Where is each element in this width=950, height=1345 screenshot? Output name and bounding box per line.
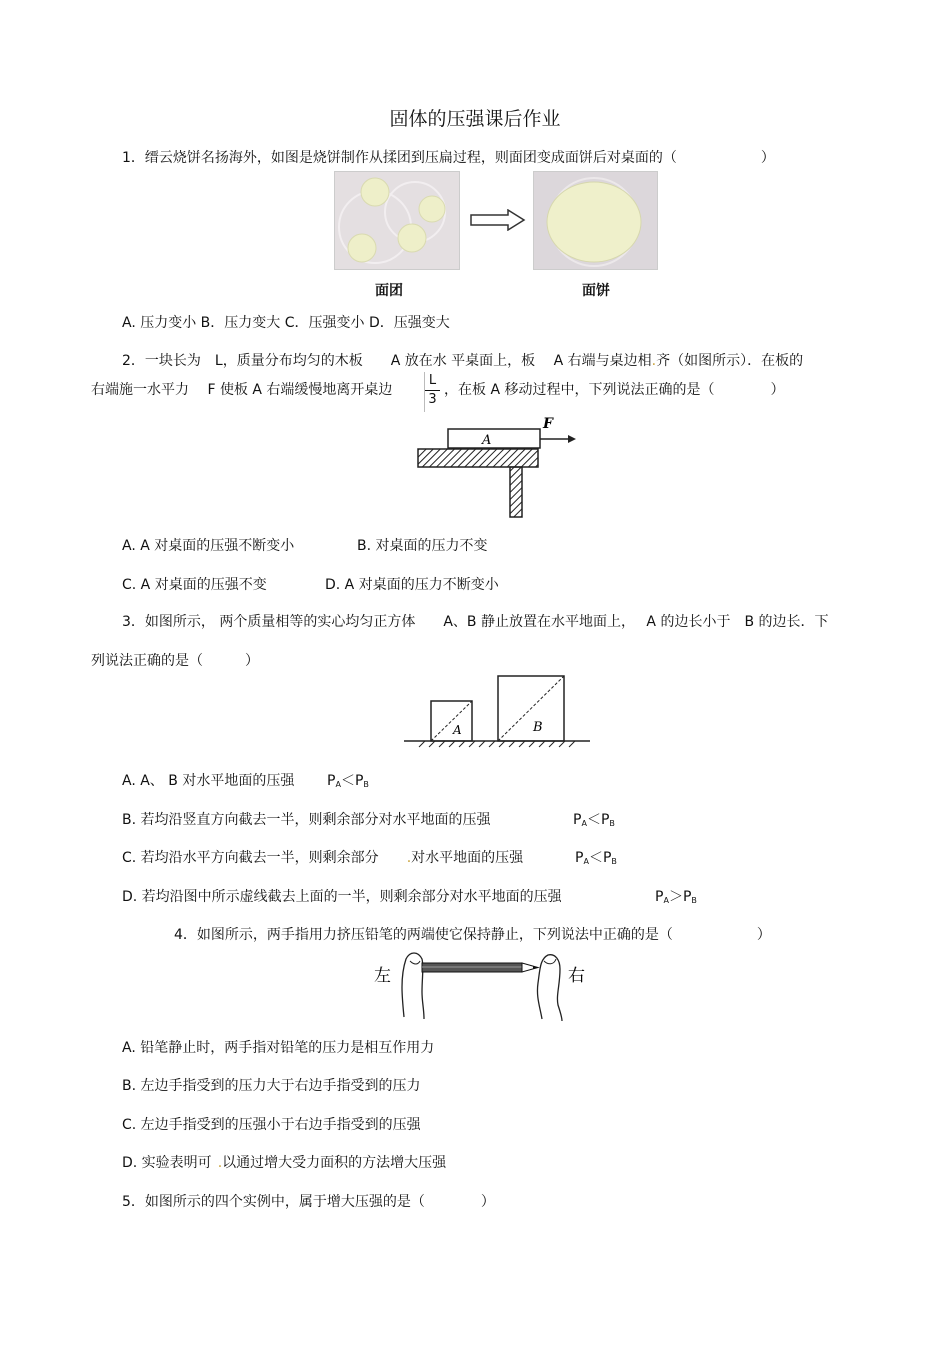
- q2-line1-b: 齐（如图所示）．在板的: [656, 353, 804, 369]
- q2-line2-b: ，在板 A 移动过程中，下列说法正确的是（ ）: [444, 382, 785, 398]
- q1-stem: 1．缙云烧饼名扬海外，如图是烧饼制作从揉团到压扁过程，则面团变成面饼后对桌面的（ ）: [122, 150, 775, 166]
- pencil: [422, 963, 538, 972]
- q3-option-b-relation: $P_A<P_B$: [573, 812, 615, 828]
- right-finger: [537, 955, 562, 1021]
- q3-option-d-relation: $P_A>P_B$: [655, 889, 697, 905]
- q3-option-d: D. 若均沿图中所示虚线截去上面的一半，则剩余部分对水平地面的压强: [122, 889, 562, 905]
- right-label: 右: [568, 966, 585, 986]
- pencil-fingers-figure: [372, 947, 592, 1025]
- q4-option-d: D. 实验表明可 .以通过增大受力面积的方法增大压强: [122, 1155, 447, 1171]
- q2-line1: [122, 352, 803, 370]
- q2-line2-a: 右端施一水平力 F 使板 A 右端缓慢地离开桌边: [91, 382, 393, 398]
- table-top: [418, 449, 538, 467]
- dough-photo: [334, 171, 460, 270]
- force-f-label: F: [543, 416, 553, 432]
- flatbread-photo: [533, 171, 658, 270]
- cube-a: [431, 701, 472, 741]
- cubes-figure: [400, 672, 592, 748]
- q2-option-a: A. A 对桌面的压强不断变小: [122, 538, 295, 554]
- q2-line1-dot: .: [651, 353, 657, 369]
- flatbread-image: [534, 172, 657, 269]
- left-label: 左: [374, 966, 391, 986]
- flatbread-caption: 面饼: [582, 283, 610, 299]
- board-a-label: A: [482, 433, 492, 448]
- q3-line1: 3．如图所示， 两个质量相等的实心均匀正方体 A、B 静止放置在水平地面上， A 的边长小于 B 的边长．下: [122, 614, 829, 630]
- fraction-numerator: L: [425, 372, 440, 391]
- q3-option-b: B. 若均沿竖直方向截去一半，则剩余部分对水平地面的压强: [122, 812, 491, 828]
- q3-option-a: A. A、 B 对水平地面的压强: [122, 773, 295, 789]
- table-leg: [510, 467, 522, 517]
- q4-option-b: B. 左边手指受到的压力大于右边手指受到的压力: [122, 1078, 421, 1094]
- q3-line2: 列说法正确的是（ ）: [91, 653, 259, 669]
- q3-option-a-relation: $P_A<P_B$: [327, 773, 369, 789]
- q2-option-b: B. 对桌面的压力不变: [357, 538, 488, 554]
- board-on-table-figure: [410, 415, 585, 520]
- page-title: 固体的压强课后作业: [389, 108, 561, 130]
- q5-stem: 5．如图所示的四个实例中，属于增大压强的是（ ）: [122, 1194, 495, 1210]
- board-a: [448, 429, 540, 448]
- fraction-denominator: 3: [428, 392, 437, 407]
- q1-options: A. 压力变小 B．压力变大 C．压强变小 D．压强变大: [122, 315, 450, 331]
- cube-a-label: A: [453, 723, 462, 737]
- cube-b-label: B: [533, 720, 543, 735]
- q4-stem: 4．如图所示，两手指用力挤压铅笔的两端使它保持静止，下列说法中正确的是（ ）: [174, 927, 771, 943]
- q2-option-c: C. A 对桌面的压强不变: [122, 577, 267, 593]
- arrow-right-icon: [470, 209, 526, 231]
- q3-option-c: C. 若均沿水平方向截去一半，则剩余部分 .对水平地面的压强: [122, 850, 524, 866]
- q2-line1-a: 2．一块长为 L，质量分布均匀的木板 A 放在水 平桌面上，板 A 右端与桌边相: [122, 353, 652, 369]
- q4-option-a: A. 铅笔静止时，两手指对铅笔的压力是相互作用力: [122, 1040, 435, 1056]
- q2-option-d: D. A 对桌面的压力不断变小: [325, 577, 499, 593]
- q2-fraction: [424, 372, 440, 412]
- dough-caption: 面团: [375, 283, 403, 299]
- dough-balls-image: [335, 172, 459, 269]
- q4-option-c: C. 左边手指受到的压强小于右边手指受到的压强: [122, 1117, 421, 1133]
- q3-option-c-relation: $P_A<P_B$: [575, 850, 617, 866]
